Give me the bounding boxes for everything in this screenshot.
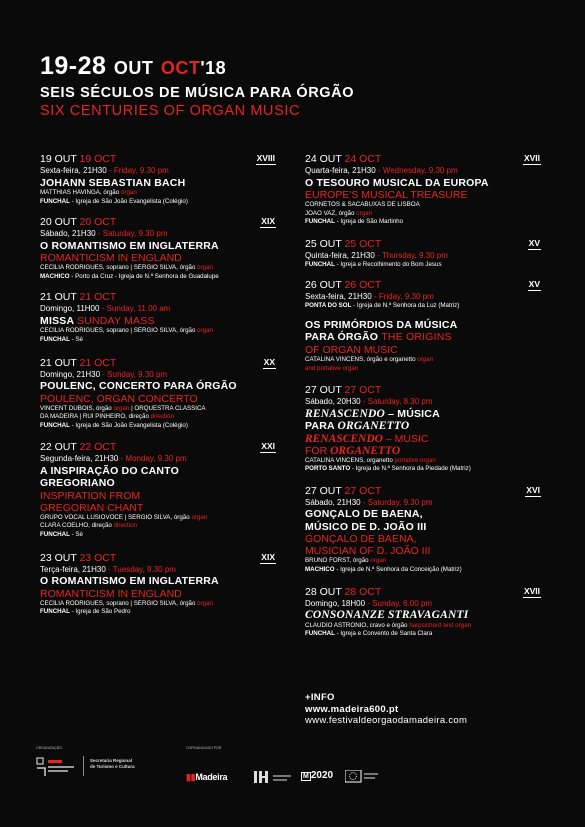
madeira-2020-logo: M 2020 (303, 770, 334, 781)
info-label: +INFO (305, 692, 335, 703)
century-badge: XIX (261, 551, 275, 562)
performers: MATTHIAS HAVINGA, órgão (40, 189, 120, 196)
event-26-oct: 26 OUT 26 OCT XV Sexta-feira, 21H30 - Friday, 9.30 pm PONTA DO SOL - Igreja de N.ª Senhora da Luz (Matriz) OS PRIMÓRDIOS DA MÚSICA PARA ÓRGÃO THE ORIGINS OF ORGAN MUSIC CATALINA VINCENS, órgão e organetto organ and portative organ (305, 278, 540, 372)
poster-header (40, 52, 550, 120)
website-link[interactable]: www.madeira600.pt (305, 703, 399, 715)
title-en: SIX CENTURIES OF ORGAN MUSIC (40, 103, 301, 119)
divider (83, 756, 84, 776)
venue-city: FUNCHAL (40, 197, 70, 205)
event-title-en: THE ORIGINS (381, 331, 452, 344)
event-title-en: EUROPE'S MUSICAL TREASURE (305, 189, 468, 201)
event-title: JOHANN SEBASTIAN BACH (40, 176, 186, 189)
event-title-en: INSPIRATION FROM (40, 489, 141, 502)
event-20-oct: 20 OUT 20 OCT XIX Sábado, 21H30 - Saturday, 9.30 pm O ROMANTISMO EM INGLATERRA ROMANTICISM IN ENGLAND CECÍLIA RODRIGUES, soprano | SÉRGIO SILVA, órgão organ MACHICO - Porto da Cruz - Igreja de N.ª Senhora de Guadalupe (40, 216, 275, 280)
event-time: Sexta-feira, 21H30 (40, 166, 107, 175)
date-range: 19-28 (40, 52, 107, 80)
year: '18 (200, 58, 227, 78)
organization-label: ORGANIZAÇÃO (36, 746, 62, 750)
event-title-en: ROMANTICISM IN ENGLAND (40, 252, 182, 265)
century-badge: XV (528, 237, 540, 248)
event-title-en: POULENC, ORGAN CONCERTO (40, 392, 198, 405)
event-title: O ROMANTISMO EM INGLATERRA (40, 239, 219, 252)
performers: CECÍLIA RODRIGUES, soprano | SÉRGIO SILVA, órgão (40, 264, 196, 272)
century-badge: XIX (261, 216, 275, 227)
event-time-en: Friday, 9.30 pm (113, 166, 169, 175)
century-badge: XVI (526, 484, 540, 495)
program-left-column (40, 153, 276, 617)
event-title: OS PRIMÓRDIOS DA MÚSICA (305, 318, 458, 331)
event-23-oct: 23 OUT 23 OCT XIX Terça-feira, 21H30 - Tuesday, 9.30 pm O ROMANTISMO EM INGLATERRA ROMANTICISM IN ENGLAND CECÍLIA RODRIGUES, soprano | SÉRGIO SILVA, órgão organ FUNCHAL - Igreja de São Pedro (40, 551, 275, 616)
century-badge: XX (263, 356, 275, 367)
festival-dates (40, 52, 550, 82)
event-title: O TESOURO MUSICAL DA EUROPA (305, 176, 489, 189)
event-date: 19 OUT (40, 153, 77, 165)
title-pt: SEIS SÉCULOS DE MÚSICA PARA ÓRGÃO (40, 85, 355, 101)
event-25-oct: 25 OUT 25 OCT XV Quinta-feira, 21H30 - Thursday, 9.30 pm FUNCHAL - Igreja e Recolhimento do Bom Jesus (305, 237, 540, 269)
info-block (305, 692, 467, 727)
madeira-600-logo (36, 754, 80, 780)
event-title: MISSA (40, 314, 74, 327)
program-right-column (305, 153, 541, 639)
event-title: CONSONANZE STRAVAGANTI (305, 609, 469, 622)
event-title-en: RENASCENDO (305, 432, 383, 445)
event-title: A INSPIRAÇÃO DO CANTO (40, 464, 179, 477)
month-en: OCT (160, 58, 201, 78)
event-27-oct-baena: 27 OUT 27 OCT XVI Sábado, 21H30 - Saturday, 9.30 pm GONÇALO DE BAENA, MÚSICO DE D. JOÃO III GONÇALO DE BAENA, MUSICIAN OF D. JOÃO III BRUNO FORST, órgão organ MACHICO - Igreja de N.ª Senhora da Conceição (Matriz) (305, 484, 540, 573)
event-title: O ROMANTISMO EM INGLATERRA (40, 575, 219, 588)
event-title: POULENC, CONCERTO PARA ÓRGÃO (40, 380, 237, 393)
event-date-en: 20 OCT (79, 216, 117, 229)
venue-city: MACHICO (40, 272, 70, 280)
century-badge: XXI (261, 441, 275, 452)
event-21-oct-poulenc: 21 OUT 21 OCT XX Domingo, 21H30 - Sunday, 9.30 pm POULENC, CONCERTO PARA ÓRGÃO POULENC, ORGAN CONCERTO VINCENT DUBOIS, órgão organ | ORQUESTRA CLÁSSICA DA MADEIRA | RUI PINHEIRO, direção direction FUNCHAL - Igreja de São João Evangelista (Colégio) (40, 356, 275, 429)
event-19-oct: 19 OUT 19 OCT XVIII Sexta-feira, 21H30 - Friday, 9.30 pm JOHANN SEBASTIAN BACH MATTHIAS HAVINGA, órgão organ FUNCHAL - Igreja de São João Evangelista (Colégio) (40, 153, 275, 205)
madeira-logo: ▮▮Madeira (186, 772, 228, 782)
event-21-oct-mass: 21 OUT 21 OCT Domingo, 11H00 - Sunday, 11.00 am MISSA SUNDAY MASS CECÍLIA RODRIGUES, soprano | SÉRGIO SILVA, órgão organ FUNCHAL - Sé (40, 291, 213, 343)
event-title-en: GONÇALO DE BAENA, (305, 533, 417, 546)
venue: - Porto da Cruz - Igreja de N.ª Senhora de Guadalupe (71, 272, 219, 280)
event-title-en: ROMANTICISM IN ENGLAND (40, 587, 182, 600)
event-22-oct: 22 OUT 22 OCT XXI Segunda-feira, 21H30 - Monday, 9.30 pm A INSPIRAÇÃO DO CANTO GREGORIANO INSPIRATION FROM GREGORIAN CHANT GRUPO VOCAL LUSIOVOCE | SÉRGIO SILVA, órgão organ CLARA COELHO, direção direction FUNCHAL - Sé (40, 441, 275, 539)
century-badge: XV (528, 278, 540, 289)
festival-website-link[interactable]: www.festivaldeorgaodamadeira.com (305, 715, 468, 726)
event-28-oct: 28 OUT 28 OCT XVII Domingo, 18H00 - Sunday, 6.00 pm CONSONANZE STRAVAGANTI CLAUDIO ASTRONIO, cravo e órgão harpsichord and organ FUNCHAL - Igreja e Convento de Santa Clara (305, 585, 540, 638)
eu-flag-logo (345, 770, 379, 785)
event-date-en: 19 OCT (79, 153, 117, 165)
event-title-en: SUNDAY MASS (77, 314, 155, 327)
century-badge: XVII (523, 153, 540, 163)
month-pt: OUT (113, 58, 154, 78)
ihm-logo (254, 770, 294, 785)
event-27-oct-renascendo: 27 OUT 27 OCT Sábado, 20H30 - Saturday, 8.30 pm RENASCENDO – MÚSICA PARA ORGANETTO RENASCENDO – MUSIC FOR ORGANETTO CATALINA VINCENS, organetto portative organ PORTO SANTO - Igreja de N.ª Senhora da Piedade (Matriz) (305, 384, 471, 473)
event-title: GONÇALO DE BAENA, (305, 508, 423, 521)
century-badge: XVII (523, 585, 540, 596)
secretaria-regional-label: Secretaria Regional de Turismo e Cultura (90, 758, 135, 769)
venue: - Igreja de São João Evangelista (Colégio) (71, 197, 188, 205)
sponsor-logos (36, 746, 556, 786)
cofinanced-label: COFINANCIADO POR (186, 746, 222, 750)
event-title: RENASCENDO (305, 407, 385, 420)
century-badge: XVIII (256, 153, 275, 163)
event-24-oct: 24 OUT 24 OCT XVII Quarta-feira, 21H30 - Wednesday, 9.30 pm O TESOURO MUSICAL DA EUROPA EUROPE'S MUSICAL TREASURE CORNETOS & SACABUXAS DE LISBOA JOÃO VAZ, órgão organ FUNCHAL - Igreja de São Martinho (305, 153, 540, 226)
event-date: 20 OUT (40, 216, 77, 229)
